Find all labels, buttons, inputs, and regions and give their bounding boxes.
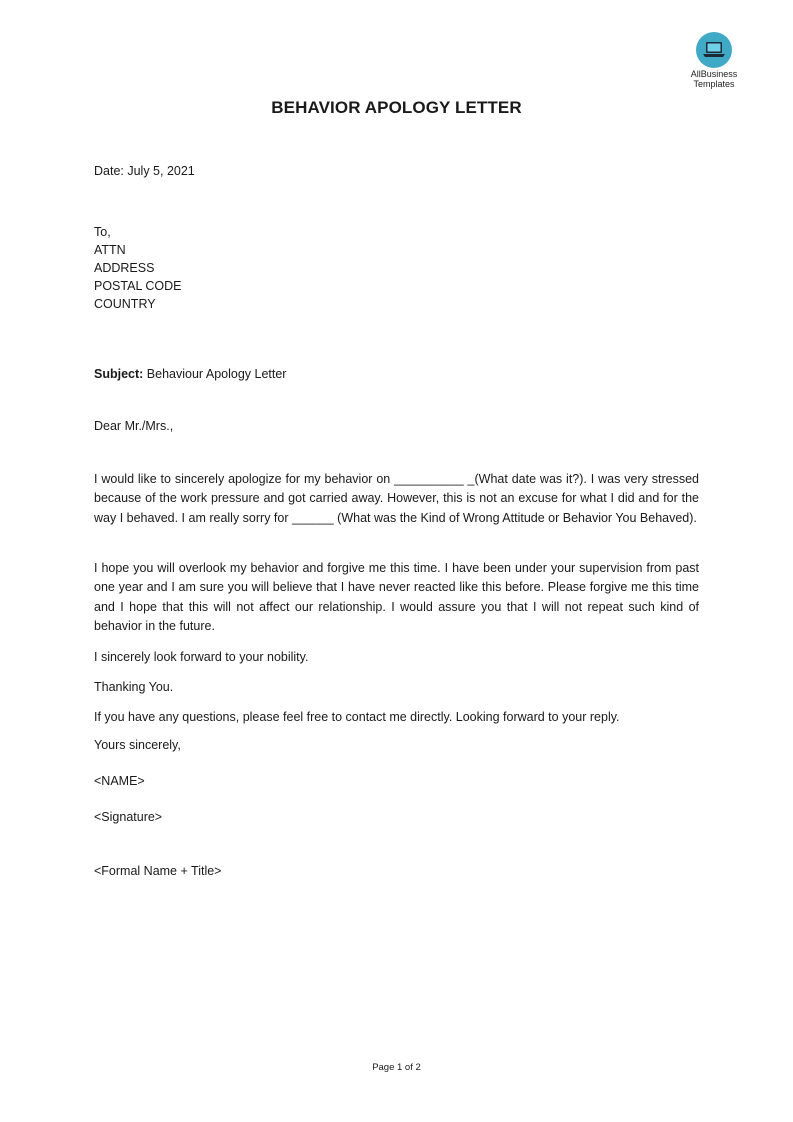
recipient-postal-code: POSTAL CODE (94, 279, 182, 293)
recipient-to: To, (94, 225, 111, 239)
allbusiness-logo (686, 32, 742, 89)
paragraph-3: I sincerely look forward to your nobility. (94, 650, 309, 664)
letter-date: Date: July 5, 2021 (94, 164, 195, 178)
subject-line (94, 367, 286, 381)
logo-text (686, 69, 742, 89)
recipient-block (94, 223, 182, 313)
sender-signature: <Signature> (94, 810, 163, 824)
closing: Yours sincerely, (94, 738, 181, 752)
recipient-country: COUNTRY (94, 297, 156, 311)
laptop-icon (696, 32, 732, 68)
subject-text: Behaviour Apology Letter (143, 367, 287, 381)
sender-name: <NAME> (94, 774, 145, 788)
paragraph-4: Thanking You. (94, 680, 174, 694)
page-number: Page 1 of 2 (372, 1062, 421, 1073)
paragraph-5: If you have any questions, please feel free to contact me directly. Looking forward to your reply. (94, 710, 620, 724)
subject-label: Subject: (94, 367, 144, 381)
logo-line-1: AllBusiness (690, 69, 738, 79)
letter-title: BEHAVIOR APOLOGY LETTER (271, 98, 522, 117)
logo-line-2: Templates (693, 79, 735, 89)
recipient-attn: ATTN (94, 243, 126, 257)
salutation: Dear Mr./Mrs., (94, 419, 174, 433)
paragraph-2: I hope you will overlook my behavior and forgive me this time. I have been under your supervision from past one year and I am sure you will believe that I have never reacted like this before. Please forgive me this time and I hope that this will not affect our relationship. I would assure you that I will not repeat such kind of behavior in the future. (94, 561, 699, 633)
recipient-address: ADDRESS (94, 261, 155, 275)
paragraph-1: I would like to sincerely apologize for my behavior on __________ _(What date was it?). I was very stressed because of the work pressure and got carried away. However, this is not an excuse for what I did and for the way I behaved. I am really sorry for ______ (What was the Kind of Wrong Attitude or Behavior You Behaved). (94, 472, 699, 525)
sender-formal-name: <Formal Name + Title> (94, 864, 222, 878)
